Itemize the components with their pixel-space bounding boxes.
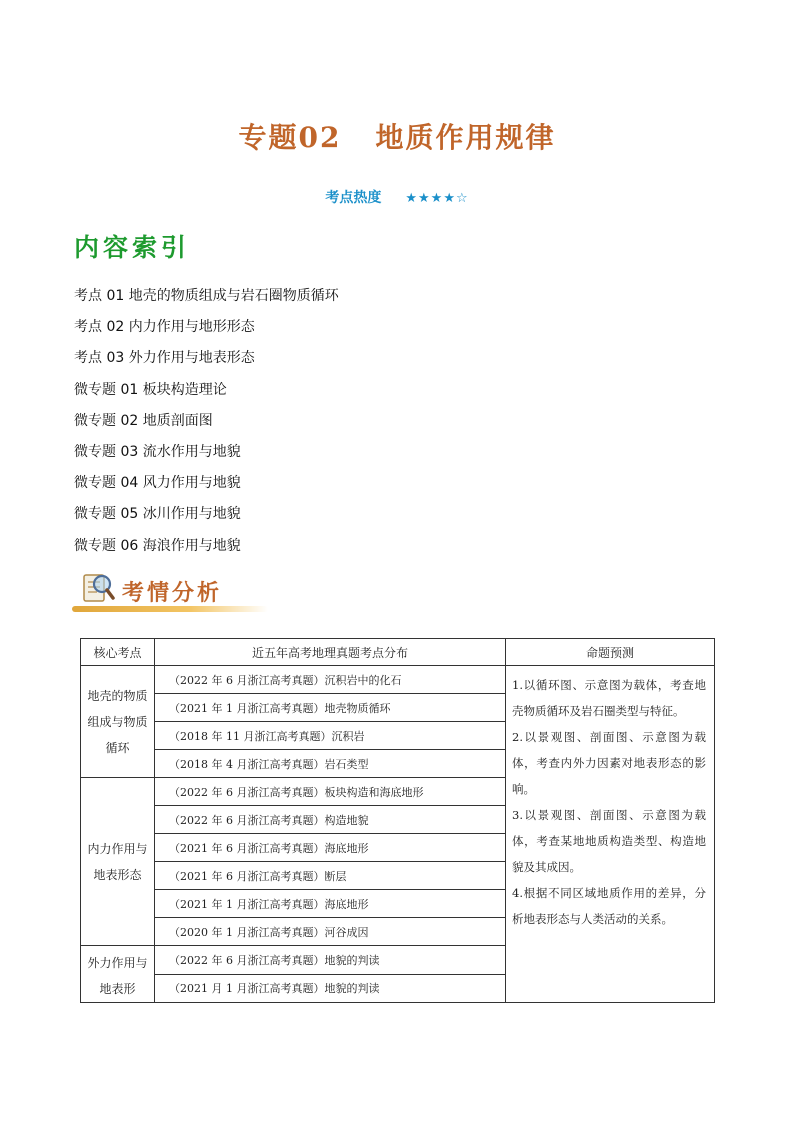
index-item: 微专题 06 海浪作用与地貌	[74, 537, 241, 554]
index-item: 微专题 03 流水作用与地貌	[74, 443, 241, 460]
source-cell: （2021 月 1 月浙江高考真题）地貌的判读	[155, 974, 506, 1003]
index-item: 微专题 04 风力作用与地貌	[74, 475, 241, 492]
exam-heat	[0, 187, 794, 207]
table-header-row	[81, 639, 715, 666]
header-distribution: 近五年高考地理真题考点分布	[155, 639, 506, 666]
title-number: 02	[298, 121, 342, 154]
title-name: 地质作用规律	[375, 121, 556, 154]
source-cell: （2021 年 6 月浙江高考真题）海底地形	[155, 834, 506, 862]
analysis-heading: 考情分析	[122, 581, 223, 606]
index-item: 考点 03 外力作用与地表形态	[74, 350, 255, 367]
category-cell: 内力作用与地表形态	[81, 778, 155, 946]
index-item: 考点 01 地壳的物质组成与岩石圈物质循环	[74, 288, 339, 304]
category-cell: 地壳的物质组成与物质循环	[81, 666, 155, 778]
prediction-item: 1.以循环图、示意图为载体，考查地壳物质循环及岩石圈类型与特征。	[512, 678, 706, 718]
table-row	[81, 666, 715, 694]
prediction-cell	[506, 666, 715, 1003]
heat-stars: ★★★★☆	[405, 191, 469, 206]
source-cell: （2022 年 6 月浙江高考真题）板块构造和海底地形	[155, 778, 506, 806]
prediction-item: 4.根据不同区域地质作用的差异，分析地表形态与人类活动的关系。	[512, 886, 706, 926]
header-core-point: 核心考点	[81, 639, 155, 666]
page-title	[0, 116, 794, 156]
header-prediction: 命题预测	[506, 639, 715, 666]
source-cell: （2022 年 6 月浙江高考真题）地貌的判读	[155, 946, 506, 975]
title-prefix: 专题	[238, 121, 299, 154]
analysis-banner	[72, 566, 272, 612]
category-cell: 外力作用与地表形	[81, 946, 155, 1003]
source-cell: （2022 年 6 月浙江高考真题）构造地貌	[155, 806, 506, 834]
magnifier-notepad-icon	[76, 568, 116, 608]
index-item: 微专题 05 冰川作用与地貌	[74, 506, 241, 523]
source-cell: （2021 年 1 月浙江高考真题）地壳物质循环	[155, 694, 506, 722]
content-index-list	[74, 286, 339, 567]
index-item: 微专题 02 地质剖面图	[74, 412, 213, 429]
index-item: 微专题 01 板块构造理论	[74, 381, 227, 398]
source-cell: （2021 年 1 月浙江高考真题）海底地形	[155, 890, 506, 918]
content-index-heading: 内容索引	[74, 233, 191, 262]
source-cell: （2020 年 1 月浙江高考真题）河谷成因	[155, 918, 506, 946]
prediction-item: 2.以景观图、剖面图、示意图为载体，考查内外力因素对地表形态的影响。	[512, 730, 706, 796]
source-cell: （2022 年 6 月浙江高考真题）沉积岩中的化石	[155, 666, 506, 694]
prediction-item: 3.以景观图、剖面图、示意图为载体，考查某地地质构造类型、构造地貌及其成因。	[512, 808, 706, 874]
source-cell: （2021 年 6 月浙江高考真题）断层	[155, 862, 506, 890]
heat-label: 考点热度	[325, 190, 382, 206]
source-cell: （2018 年 4 月浙江高考真题）岩石类型	[155, 750, 506, 778]
exam-analysis-table	[80, 638, 715, 1003]
source-cell: （2018 年 11 月浙江高考真题）沉积岩	[155, 722, 506, 750]
index-item: 考点 02 内力作用与地形形态	[74, 319, 255, 336]
